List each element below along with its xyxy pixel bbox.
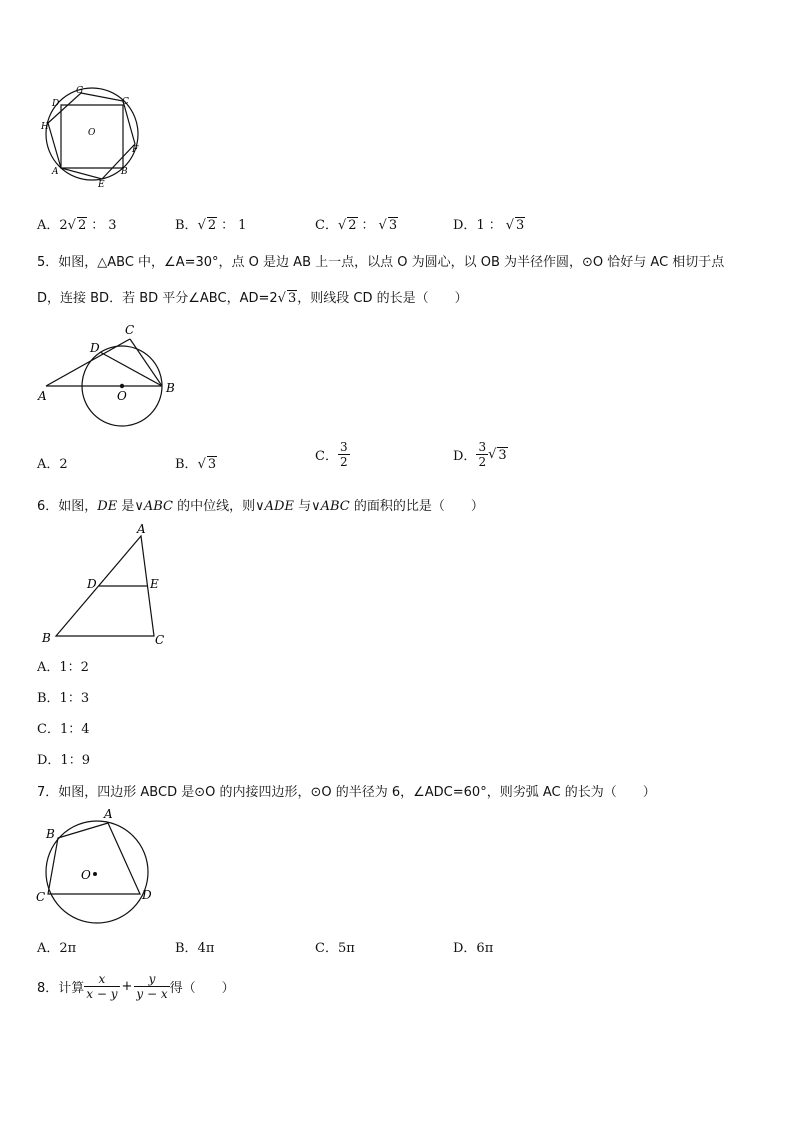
q4-label-O: O bbox=[88, 128, 96, 138]
q5-label-O: O bbox=[117, 389, 127, 403]
q4-label-E: E bbox=[98, 180, 105, 190]
q6-label-C: C bbox=[155, 633, 165, 647]
q4-label-B: B bbox=[121, 167, 128, 177]
q5-option-c[interactable]: C． $\frac{3}{2}$ bbox=[315, 440, 348, 469]
q7-label-O: O bbox=[81, 868, 91, 882]
q4-option-c[interactable]: C．√ 2 ： √ 3 bbox=[315, 218, 398, 233]
q7-option-b[interactable]: B．4π bbox=[175, 941, 215, 956]
q6-label-E: E bbox=[150, 577, 159, 591]
q5-label-B: B bbox=[166, 381, 175, 395]
q7-stem: 7．如图，四边形 ABCD 是⊙O 的内接四边形，⊙O 的半径为 6，∠ADC=60°，则劣弧 AC 的长为（ ） bbox=[37, 785, 656, 800]
q5-option-a[interactable]: A．2 bbox=[37, 457, 68, 472]
q5-segment-DB bbox=[100, 352, 162, 386]
q4-label-D: D bbox=[52, 99, 60, 109]
q4-option-b[interactable]: B．√ 2 ： 1 bbox=[175, 218, 247, 233]
q7-figure bbox=[34, 806, 159, 928]
q5-stem-line2: D，连接 BD．若 BD 平分∠ABC，AD=2√ 3，则线段 CD 的长是（ ） bbox=[37, 291, 468, 306]
q7-option-c[interactable]: C．5π bbox=[315, 941, 355, 956]
q7-option-d[interactable]: D．6π bbox=[453, 941, 494, 956]
q5-stem-line1: 5．如图，△ABC 中，∠A=30°，点 O 是边 AB 上一点，以点 O 为圆心，以 OB 为半径作圆，⊙O 恰好与 AC 相切于点 bbox=[37, 255, 725, 270]
q7-label-A: A bbox=[104, 807, 113, 821]
q5-label-C: C bbox=[125, 323, 135, 337]
q6-figure bbox=[34, 522, 174, 647]
q6-label-A: A bbox=[137, 522, 146, 536]
q7-quadrilateral-ABCD bbox=[48, 823, 140, 894]
q5-figure bbox=[34, 320, 184, 430]
q4-label-A: A bbox=[52, 167, 59, 177]
q5-segment-CB bbox=[130, 339, 162, 386]
q5-segment-AC bbox=[46, 339, 130, 386]
q6-option-c[interactable]: C．1：4 bbox=[37, 722, 90, 737]
q6-option-b[interactable]: B．1：3 bbox=[37, 691, 90, 706]
q4-label-G: G bbox=[76, 86, 84, 96]
q5-option-b[interactable]: B．√ 3 bbox=[175, 457, 217, 472]
q7-label-C: C bbox=[36, 890, 46, 904]
q6-label-D: D bbox=[87, 577, 97, 591]
q5-center-dot bbox=[120, 384, 124, 388]
q7-center-dot bbox=[93, 872, 97, 876]
q7-option-a[interactable]: A．2π bbox=[37, 941, 77, 956]
q6-stem: 6．如图，DE 是∨ABC 的中位线，则∨ADE 与∨ABC 的面积的比是（ ） bbox=[37, 499, 484, 514]
q7-circle bbox=[46, 821, 148, 923]
q6-label-B: B bbox=[42, 631, 51, 645]
q7-label-D: D bbox=[142, 888, 152, 902]
q6-option-a[interactable]: A．1：2 bbox=[37, 660, 89, 675]
q4-option-a[interactable]: A．2√ 2 ： 3 bbox=[37, 218, 117, 233]
q4-figure bbox=[34, 84, 154, 194]
q5-label-D: D bbox=[90, 341, 100, 355]
q5-label-A: A bbox=[38, 389, 47, 403]
q4-label-H: H bbox=[41, 122, 49, 132]
q4-option-d[interactable]: D．1 ： √ 3 bbox=[453, 218, 525, 233]
q4-label-F: F bbox=[132, 145, 139, 155]
q8-stem: 8．计算 $\frac{x}{x - y}$ + $\frac{y}{y - x}$ 得（ ） bbox=[37, 972, 235, 1001]
q7-label-B: B bbox=[46, 827, 55, 841]
q5-option-d[interactable]: D． $\frac{3}{2}$ √ 3 bbox=[453, 440, 507, 469]
q4-label-C: C bbox=[122, 97, 129, 107]
q6-option-d[interactable]: D．1：9 bbox=[37, 753, 90, 768]
